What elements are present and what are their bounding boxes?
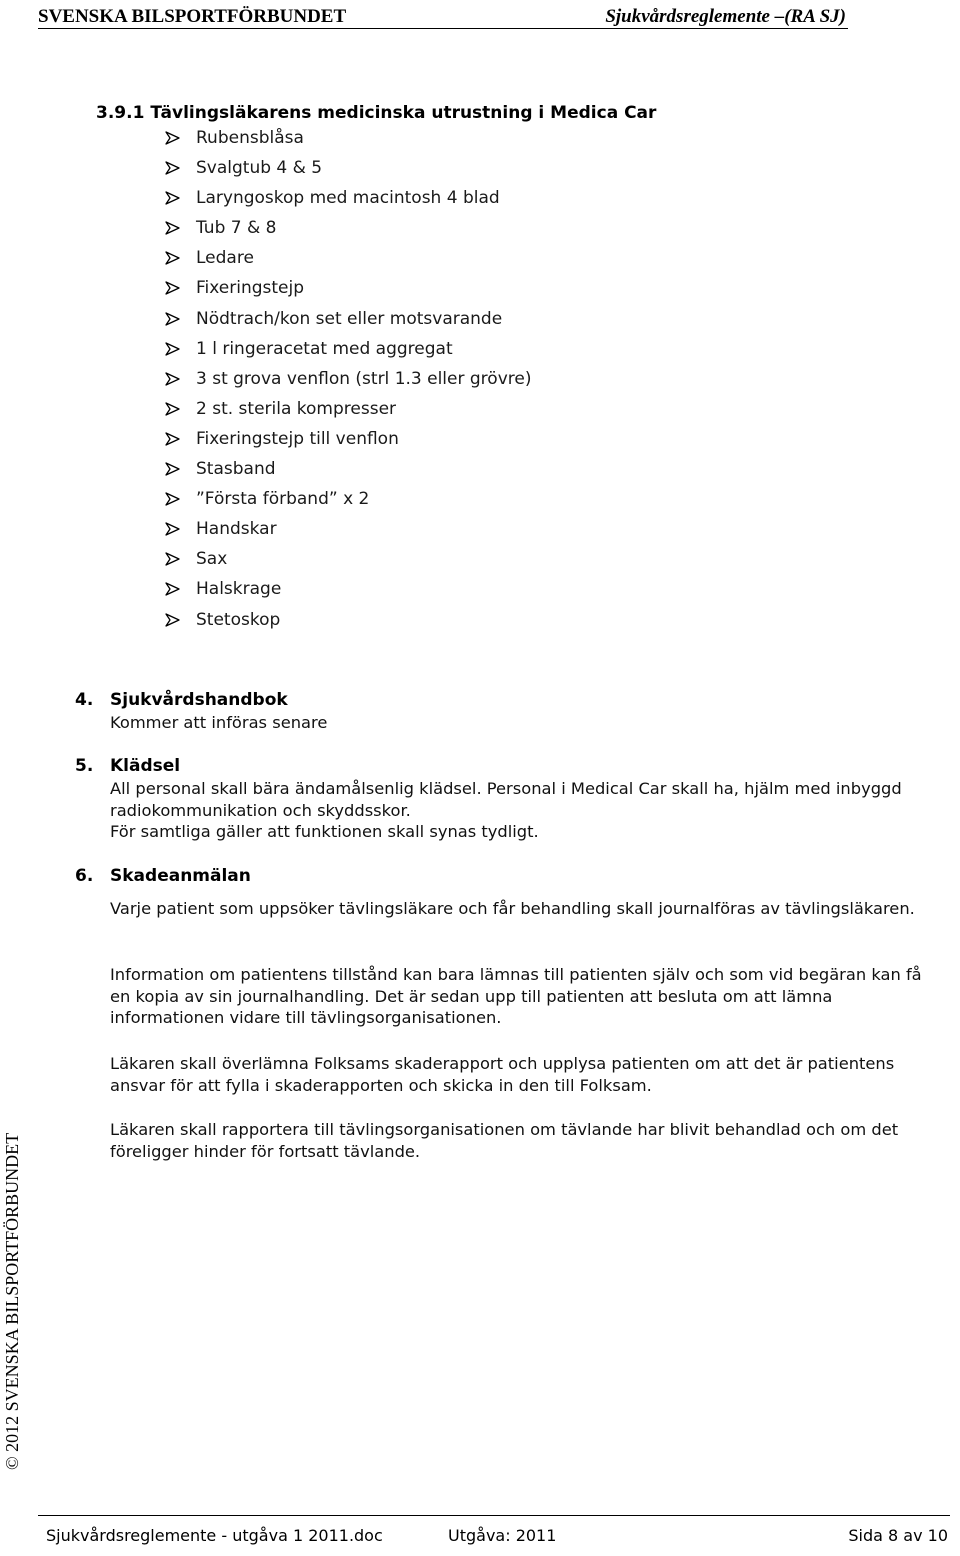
arrow-bullet-icon	[165, 372, 180, 386]
section-5-line1: All personal skall bära ändamålsenlig klädsel. Personal i Medical Car skall ha, hjälm med inbyggd radiokommunikation och skyddsskor.	[110, 779, 902, 820]
arrow-bullet-icon	[165, 251, 180, 265]
arrow-bullet-icon	[165, 522, 180, 536]
section-4-heading	[75, 690, 288, 710]
arrow-bullet-icon	[165, 552, 180, 566]
section-6-para2: Information om patientens tillstånd kan bara lämnas till patienten själv och som vid begäran kan få en kopia av sin journalhandling. Det är sedan upp till patienten att besluta om att lämna informationen vidare till tävlingsorganisationen.	[110, 965, 922, 1027]
list-item	[165, 575, 531, 605]
list-item	[165, 365, 531, 395]
list-item-label: Fixeringstejp till venflon	[196, 428, 399, 449]
arrow-bullet-icon	[165, 312, 180, 326]
list-item-label: Fixeringstejp	[196, 278, 305, 299]
list-item	[165, 305, 531, 335]
list-item-label: Laryngoskop med macintosh 4 blad	[196, 188, 500, 209]
section-5-line2: För samtliga gäller att funktionen skall synas tydligt.	[110, 822, 539, 841]
arrow-bullet-icon	[165, 131, 180, 145]
list-item-label: Handskar	[196, 519, 277, 540]
section-6-number: 6.	[75, 866, 94, 886]
list-item	[165, 124, 531, 154]
list-item	[165, 515, 531, 545]
list-item	[165, 425, 531, 455]
section-6-para1: Varje patient som uppsöker tävlingsläkare och får behandling skall journalföras av tävlingsläkaren.	[110, 899, 915, 918]
footer-filename: Sjukvårdsreglemente - utgåva 1 2011.doc	[46, 1526, 383, 1545]
section-6-para3: Läkaren skall överlämna Folksams skaderapport och upplysa patienten om att det är patientens ansvar för att fylla i skaderapporten och skicka in den till Folksam.	[110, 1054, 895, 1095]
arrow-bullet-icon	[165, 281, 180, 295]
equipment-list	[165, 124, 531, 636]
list-item	[165, 545, 531, 575]
arrow-bullet-icon	[165, 582, 180, 596]
list-item	[165, 455, 531, 485]
footer-page-number: Sida 8 av 10	[848, 1526, 948, 1545]
list-item	[165, 485, 531, 515]
arrow-bullet-icon	[165, 402, 180, 416]
section-3-9-1-title: 3.9.1 Tävlingsläkarens medicinska utrustning i Medica Car	[96, 103, 657, 123]
list-item	[165, 184, 531, 214]
list-item-label: Tub 7 & 8	[196, 218, 277, 239]
list-item-label: Halskrage	[196, 579, 282, 600]
list-item-label: Stetoskop	[196, 609, 281, 630]
arrow-bullet-icon	[165, 161, 180, 175]
list-item	[165, 335, 531, 365]
list-item	[165, 214, 531, 244]
list-item	[165, 274, 531, 304]
section-4-number: 4.	[75, 690, 94, 710]
list-item-label: Svalgtub 4 & 5	[196, 158, 323, 179]
list-item	[165, 244, 531, 274]
list-item	[165, 606, 531, 636]
list-item-label: 1 l ringeracetat med aggregat	[196, 338, 453, 359]
arrow-bullet-icon	[165, 492, 180, 506]
list-item	[165, 395, 531, 425]
footer-edition: Utgåva: 2011	[448, 1526, 557, 1545]
arrow-bullet-icon	[165, 221, 180, 235]
arrow-bullet-icon	[165, 432, 180, 446]
arrow-bullet-icon	[165, 191, 180, 205]
section-5-title: Klädsel	[110, 756, 181, 776]
page-footer	[38, 1515, 950, 1556]
list-item-label: Ledare	[196, 248, 254, 269]
page-header	[38, 4, 848, 29]
header-doc-title: Sjukvårdsreglemente –(RA SJ)	[605, 6, 846, 27]
arrow-bullet-icon	[165, 342, 180, 356]
arrow-bullet-icon	[165, 613, 180, 627]
section-6-title: Skadeanmälan	[110, 866, 251, 886]
header-org: SVENSKA BILSPORTFÖRBUNDET	[38, 6, 347, 27]
list-item	[165, 154, 531, 184]
list-item-label: Rubensblåsa	[196, 128, 304, 148]
section-6-para4: Läkaren skall rapportera till tävlingsorganisationen om tävlande har blivit behandlad och om det föreligger hinder för fortsatt tävlande.	[110, 1120, 899, 1161]
section-5-number: 5.	[75, 756, 94, 776]
section-4-text: Kommer att införas senare	[110, 713, 328, 732]
list-item-label: 2 st. sterila kompresser	[196, 398, 397, 419]
list-item-label: 3 st grova venflon (strl 1.3 eller grövre)	[196, 368, 532, 389]
list-item-label: Sax	[196, 549, 228, 570]
section-5-heading	[75, 756, 180, 776]
list-item-label: ”Första förband” x 2	[196, 489, 370, 510]
section-6-heading	[75, 866, 251, 886]
copyright-vertical: © 2012 SVENSKA BILSPORTFÖRBUNDET	[2, 1132, 22, 1470]
list-item-label: Stasband	[196, 459, 276, 480]
arrow-bullet-icon	[165, 462, 180, 476]
list-item-label: Nödtrach/kon set eller motsvarande	[196, 308, 503, 329]
section-4-title: Sjukvårdshandbok	[110, 690, 288, 710]
